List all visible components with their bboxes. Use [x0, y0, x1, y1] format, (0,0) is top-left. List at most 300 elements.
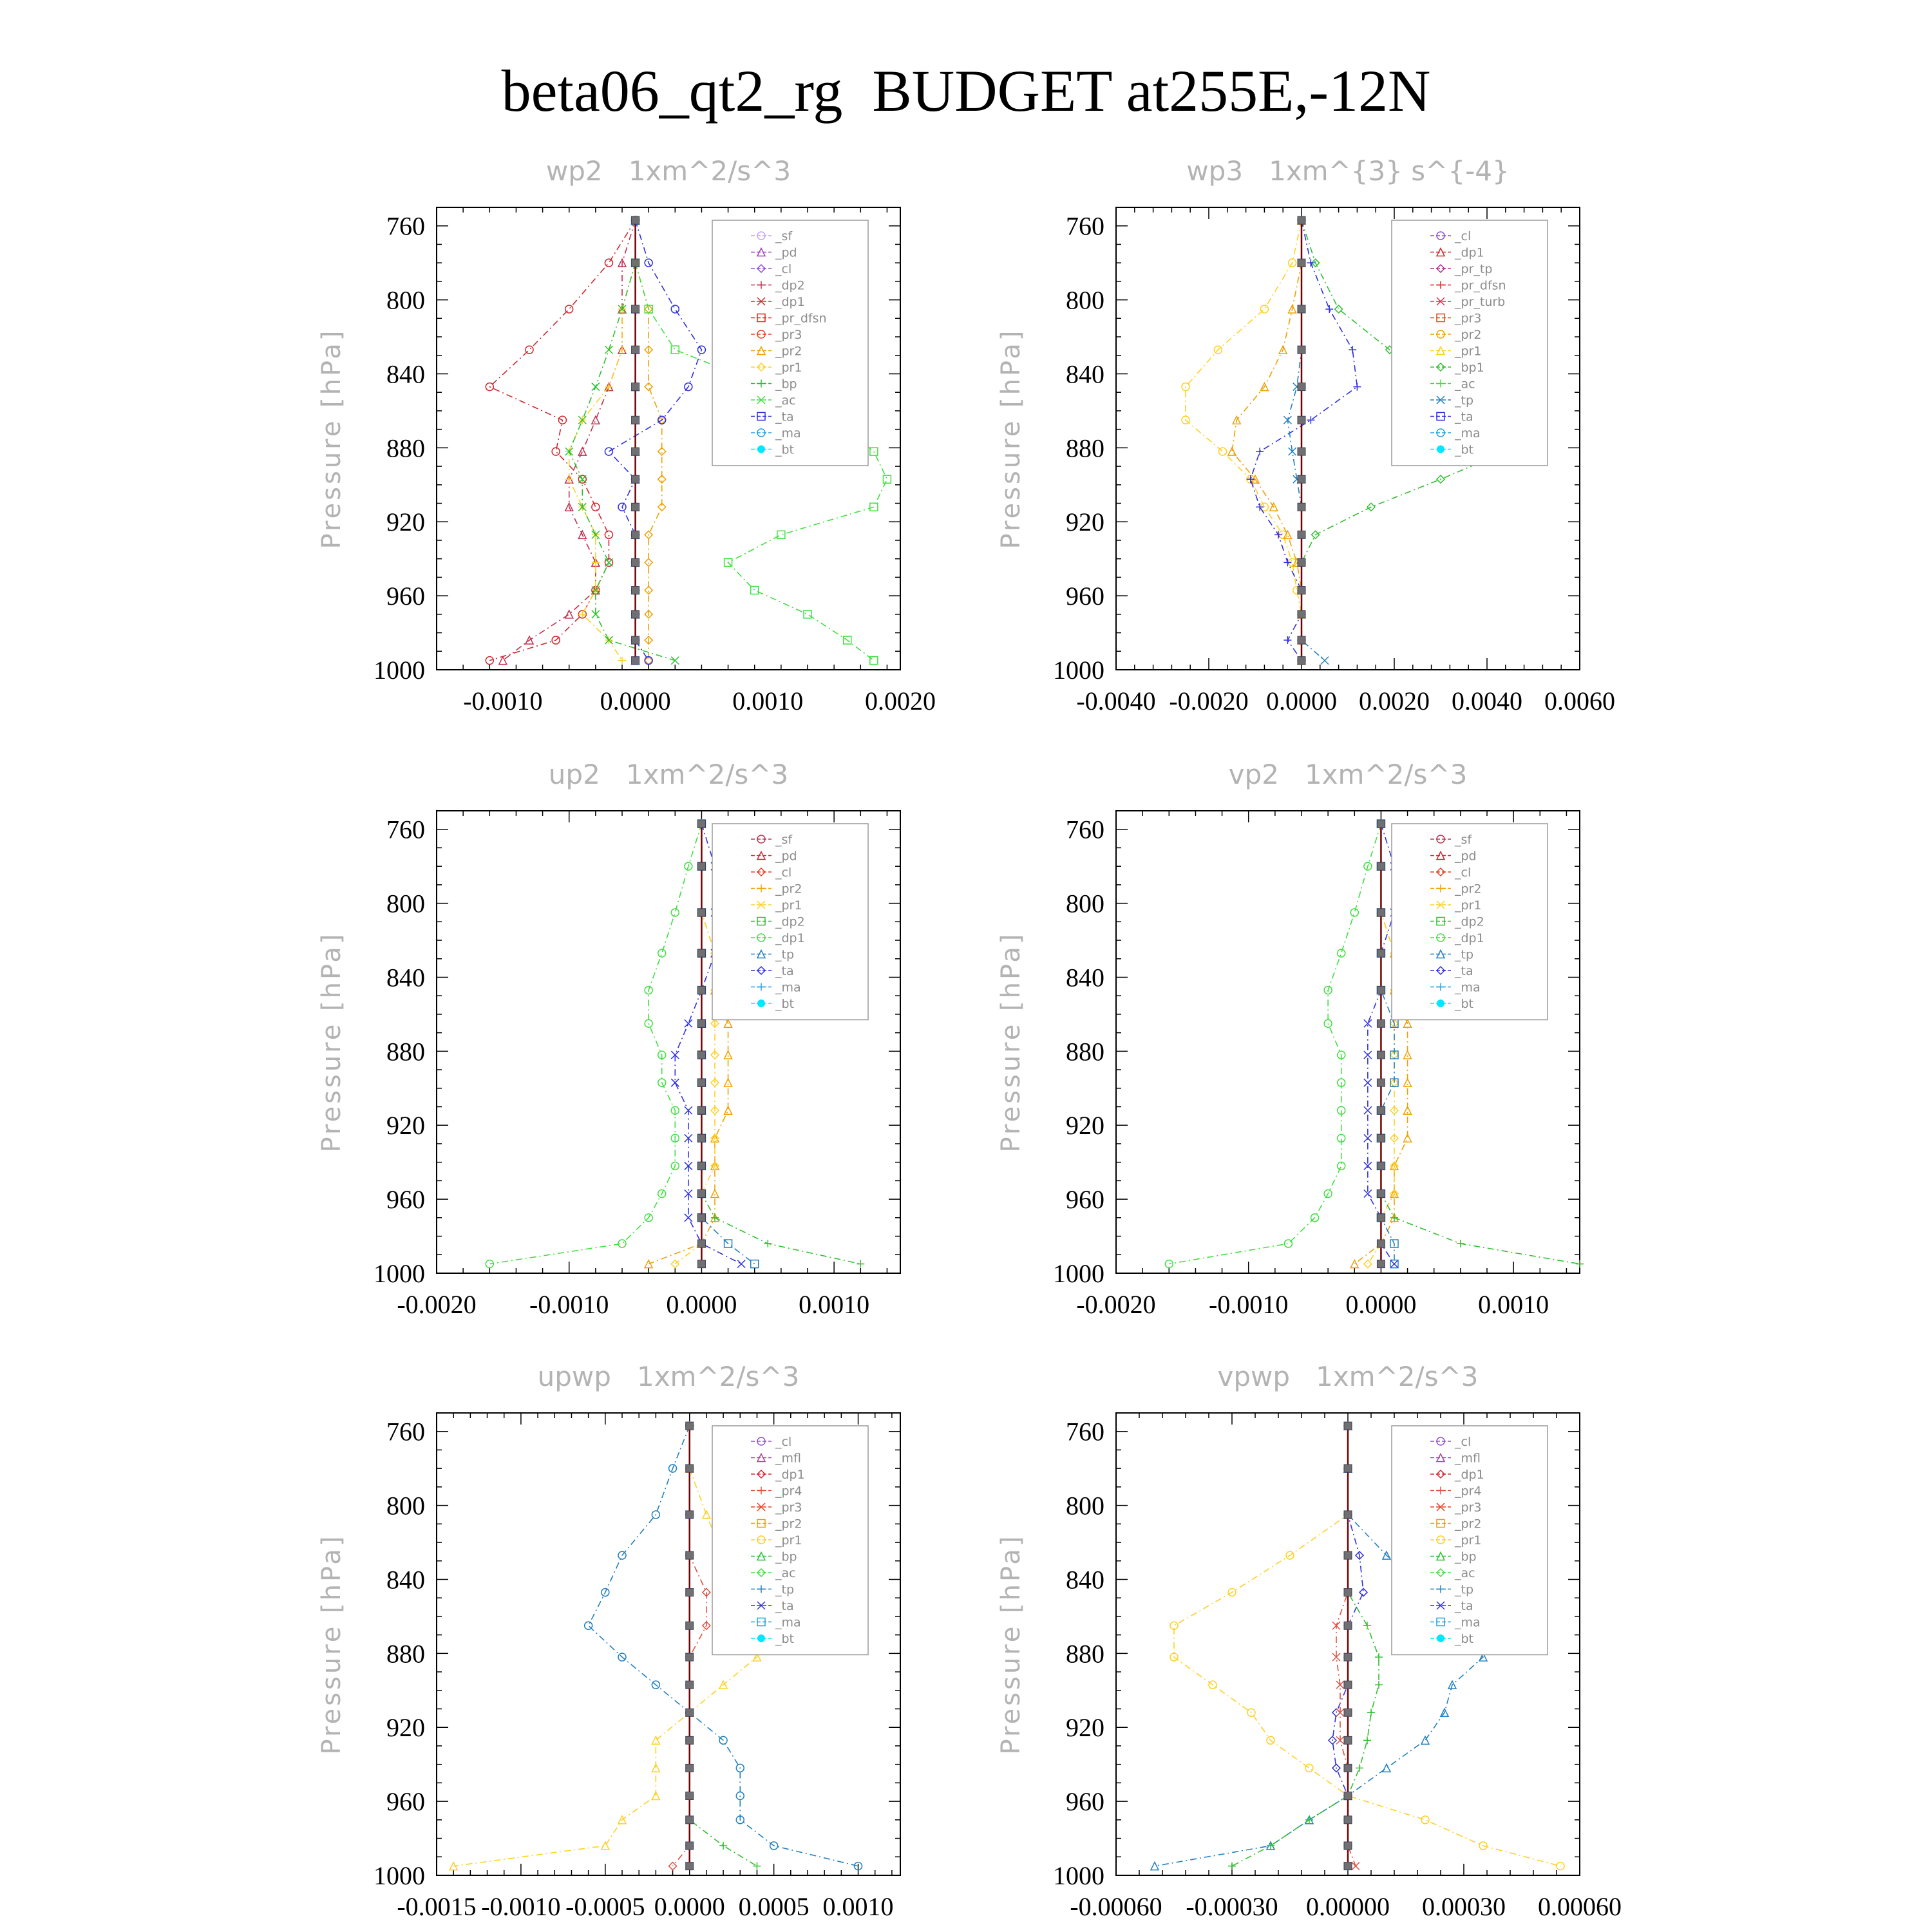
data-point	[1298, 259, 1305, 267]
y-tick-label: 760	[1066, 815, 1104, 844]
legend-marker	[1437, 999, 1444, 1007]
legend-label: _pr_dfsn	[1455, 278, 1506, 293]
legend-label: _ma	[1455, 1615, 1481, 1630]
x-tick-label: 0.0020	[1359, 687, 1430, 715]
legend-label: _ma	[1455, 980, 1481, 995]
data-point	[703, 1511, 710, 1519]
data-point	[1367, 1709, 1375, 1716]
x-tick-label: 0.0000	[666, 1290, 737, 1319]
data-point	[1344, 1422, 1352, 1430]
x-tick-label: -0.00030	[1186, 1892, 1278, 1921]
data-point	[697, 949, 705, 957]
y-tick-label: 920	[386, 1713, 425, 1743]
legend-label: _tp	[1455, 393, 1474, 408]
data-point	[1576, 1260, 1584, 1268]
series-ac	[1165, 820, 1385, 1268]
legend-label: _dp1	[775, 931, 805, 945]
data-point	[1375, 1653, 1383, 1661]
data-point	[1298, 636, 1305, 644]
legend-label: _bp1	[1455, 361, 1484, 375]
legend-label: _mfl	[1455, 1451, 1481, 1466]
legend-label: _pr2	[1455, 882, 1482, 896]
x-tick-label: 0.0000	[1266, 687, 1337, 715]
data-point	[1363, 1736, 1371, 1744]
legend-label: _pr2	[775, 882, 802, 896]
data-point	[1377, 949, 1385, 957]
data-point	[857, 1260, 864, 1268]
legend-label: _pr4	[1455, 1484, 1482, 1499]
series-bp	[1228, 1422, 1383, 1870]
data-point	[777, 531, 785, 538]
data-point	[697, 1019, 705, 1027]
data-point	[1344, 1709, 1352, 1716]
legend-label: _ac	[1455, 377, 1475, 392]
legend-label: _dp1	[775, 295, 805, 309]
legend-label: _bt	[1455, 997, 1474, 1011]
legend-label: _cl	[1455, 866, 1472, 880]
series-pr1	[1182, 216, 1305, 665]
y-tick-label: 880	[386, 433, 425, 463]
panel-title: wp2 1xm^2/s^3	[545, 155, 791, 187]
panel-1	[317, 155, 936, 715]
series-pr1	[565, 216, 639, 665]
legend-label: _pr1	[775, 1533, 802, 1548]
data-point	[592, 383, 600, 391]
series-line	[489, 220, 635, 661]
data-point	[753, 1862, 761, 1870]
data-point	[751, 587, 759, 594]
series-bt	[1377, 820, 1385, 1268]
data-point	[1305, 1764, 1313, 1772]
legend-label: _ma	[775, 426, 801, 440]
data-point	[632, 636, 639, 644]
series-line	[1169, 824, 1381, 1264]
data-point	[697, 909, 705, 916]
data-point	[1305, 1816, 1313, 1824]
y-tick-label: 1000	[374, 656, 425, 685]
y-tick-label: 920	[1066, 1713, 1104, 1743]
series-line	[489, 824, 701, 1264]
data-point	[711, 1214, 719, 1222]
series-line	[675, 824, 715, 1264]
x-tick-label: 0.00060	[1538, 1892, 1622, 1921]
y-tick-label: 880	[386, 1639, 425, 1669]
legend-label: _ma	[775, 980, 801, 995]
data-point	[552, 448, 560, 455]
legend-label: _tp	[1455, 1582, 1474, 1597]
legend-label: _tp	[775, 1582, 795, 1597]
data-point	[1344, 1511, 1352, 1519]
data-point	[1344, 1764, 1352, 1772]
data-point	[632, 611, 639, 618]
data-point	[592, 503, 600, 511]
data-point	[1283, 558, 1291, 566]
data-point	[632, 305, 639, 313]
data-point	[697, 987, 705, 994]
series-bt	[697, 820, 705, 1268]
legend-label: _ta	[775, 964, 794, 978]
panel-title: vp2 1xm^2/s^3	[1228, 759, 1468, 790]
data-point	[1298, 657, 1305, 665]
panel-title: up2 1xm^2/s^3	[548, 759, 789, 790]
data-point	[1298, 611, 1305, 618]
data-point	[1344, 1653, 1352, 1661]
data-point	[686, 1709, 694, 1716]
data-point	[686, 1681, 694, 1689]
legend-label: _bt	[1455, 442, 1474, 457]
x-tick-label: -0.0010	[481, 1892, 561, 1921]
data-point	[1344, 1842, 1352, 1850]
data-point	[1344, 1681, 1352, 1689]
legend-label: _mfl	[775, 1451, 801, 1466]
data-point	[1377, 1260, 1385, 1268]
data-point	[1344, 1862, 1352, 1870]
y-tick-label: 800	[386, 889, 425, 918]
legend-label: _dp1	[775, 1468, 805, 1482]
panel-4	[996, 759, 1584, 1319]
data-point	[605, 448, 612, 455]
x-tick-label: 0.0005	[738, 1892, 810, 1921]
data-point	[1377, 862, 1385, 870]
panel-2	[996, 155, 1615, 715]
legend-label: _ta	[775, 1599, 794, 1613]
data-point	[1457, 1240, 1464, 1247]
x-tick-label: 0.0010	[799, 1290, 870, 1319]
x-tick-label: 0.00000	[1306, 1892, 1390, 1921]
y-axis-label: Pressure [hPa]	[996, 328, 1026, 549]
legend-label: _pd	[1455, 849, 1477, 864]
data-point	[1298, 587, 1305, 594]
data-point	[697, 1260, 705, 1268]
data-point	[632, 558, 639, 566]
data-point	[1344, 1622, 1352, 1629]
x-tick-label: -0.0040	[1076, 687, 1156, 715]
data-point	[1344, 1792, 1352, 1800]
data-point	[1377, 1214, 1385, 1222]
y-tick-label: 880	[1066, 433, 1104, 463]
data-point	[592, 558, 600, 566]
data-point	[1377, 1106, 1385, 1114]
legend-label: _cl	[1455, 229, 1472, 243]
y-tick-label: 920	[1066, 1111, 1104, 1141]
legend-label: _pr2	[1455, 1517, 1482, 1531]
data-point	[1321, 657, 1329, 665]
y-tick-label: 1000	[374, 1259, 425, 1288]
legend-label: _ta	[1455, 964, 1473, 978]
data-point	[1267, 1842, 1274, 1850]
data-point	[565, 611, 573, 618]
y-tick-label: 760	[1066, 1417, 1104, 1446]
legend-label: _pr3	[1455, 1501, 1482, 1515]
legend-label: _ta	[1455, 1599, 1473, 1613]
data-point	[685, 1019, 692, 1027]
y-tick-label: 920	[1066, 507, 1104, 537]
data-point	[632, 587, 639, 594]
data-point	[1298, 416, 1305, 424]
data-point	[632, 416, 639, 424]
data-point	[685, 1214, 692, 1222]
data-point	[671, 346, 679, 354]
data-point	[1349, 346, 1356, 354]
legend-marker	[757, 999, 765, 1007]
data-point	[697, 1106, 705, 1114]
legend-label: _pr_dfsn	[775, 311, 827, 326]
data-point	[1344, 1736, 1352, 1744]
data-point	[1344, 1816, 1352, 1824]
legend-label: _pr1	[1455, 344, 1482, 359]
data-point	[686, 1622, 694, 1629]
data-point	[686, 1653, 694, 1661]
data-point	[1377, 1162, 1385, 1170]
legend-label: _bp	[1455, 1549, 1477, 1564]
data-point	[1404, 1051, 1412, 1059]
panel-title: wp3 1xm^{3} s^{-4}	[1186, 155, 1510, 187]
data-point	[711, 1190, 719, 1198]
y-tick-label: 760	[386, 1417, 425, 1446]
data-point	[883, 475, 891, 483]
legend-label: _bt	[775, 442, 795, 457]
series-line	[1186, 220, 1302, 661]
data-point	[1421, 1816, 1429, 1824]
series-line	[1287, 220, 1325, 661]
legend-label: _sf	[775, 833, 793, 847]
data-point	[697, 862, 705, 870]
x-tick-label: -0.00060	[1070, 1892, 1162, 1921]
data-point	[686, 1511, 694, 1519]
legend-label: _dp1	[1455, 245, 1484, 260]
data-point	[686, 1816, 694, 1824]
legend-label: _pr1	[1455, 898, 1482, 913]
data-point	[1298, 475, 1305, 483]
legend-label: _pr4	[775, 1484, 802, 1499]
series-line	[569, 220, 676, 661]
x-tick-label: -0.0005	[565, 1892, 645, 1921]
legend-label: _ac	[1455, 1566, 1475, 1580]
y-tick-label: 840	[1066, 359, 1104, 389]
data-point	[686, 1792, 694, 1800]
series-dp2	[499, 216, 639, 665]
legend-label: _dp2	[775, 278, 805, 293]
data-point	[764, 1240, 772, 1247]
data-point	[1377, 1190, 1385, 1198]
data-point	[1364, 1051, 1372, 1059]
data-point	[686, 1764, 694, 1772]
data-point	[1344, 1464, 1352, 1472]
data-point	[686, 1551, 694, 1559]
data-point	[737, 1260, 745, 1268]
y-tick-label: 800	[386, 285, 425, 315]
data-point	[618, 657, 626, 665]
legend-label: _pr2	[775, 344, 802, 359]
data-point	[1338, 949, 1345, 957]
data-point	[632, 531, 639, 538]
x-tick-label: -0.0015	[397, 1892, 477, 1921]
data-point	[1298, 305, 1305, 313]
data-point	[632, 475, 639, 483]
data-point	[632, 503, 639, 511]
data-point	[565, 475, 573, 483]
figure-title: beta06_qt2_rg BUDGET at255E,-12N	[501, 58, 1431, 124]
x-tick-label: -0.0020	[1076, 1290, 1156, 1319]
y-tick-label: 800	[1066, 285, 1104, 315]
legend-label: _tp	[775, 947, 795, 962]
data-point	[1377, 909, 1385, 916]
data-point	[751, 1260, 759, 1268]
x-tick-label: 0.0000	[1345, 1290, 1417, 1319]
y-tick-label: 920	[386, 1111, 425, 1141]
legend-label: _pr2	[775, 1517, 802, 1531]
x-tick-label: 0.0010	[822, 1892, 894, 1921]
data-point	[1298, 558, 1305, 566]
legend-label: _pd	[775, 245, 797, 260]
series-bt	[1344, 1422, 1352, 1870]
data-point	[671, 909, 679, 916]
y-tick-label: 920	[386, 507, 425, 537]
panel-6	[996, 1361, 1622, 1921]
y-tick-label: 960	[1066, 1787, 1104, 1817]
data-point	[1352, 1862, 1359, 1870]
y-tick-label: 880	[1066, 1639, 1104, 1669]
legend-label: _dp2	[1455, 914, 1484, 929]
data-point	[632, 657, 639, 665]
x-tick-label: 0.0040	[1452, 687, 1522, 715]
y-tick-label: 880	[386, 1037, 425, 1066]
y-tick-label: 760	[1066, 211, 1104, 241]
legend-label: _sf	[1455, 833, 1472, 847]
data-point	[578, 475, 586, 483]
data-point	[1344, 1589, 1352, 1596]
data-point	[1353, 383, 1361, 391]
legend-label: _bp	[775, 377, 797, 392]
data-point	[632, 259, 639, 267]
data-point	[697, 1051, 705, 1059]
data-point	[1283, 531, 1291, 538]
series-ta	[605, 216, 705, 665]
data-point	[632, 383, 639, 391]
legend-label: _bt	[1455, 1632, 1474, 1646]
y-tick-label: 1000	[1053, 1861, 1104, 1890]
data-point	[1307, 259, 1314, 267]
series-line	[1232, 220, 1302, 661]
data-point	[1383, 1764, 1390, 1772]
legend-label: _ac	[775, 1566, 796, 1580]
data-point	[1344, 1551, 1352, 1559]
x-tick-label: 0.0010	[732, 687, 804, 715]
legend-label: _pr1	[1455, 1533, 1482, 1548]
data-point	[1298, 448, 1305, 455]
series-bt	[686, 1422, 694, 1870]
data-point	[658, 949, 666, 957]
data-point	[605, 259, 612, 267]
x-tick-label: -0.0010	[1209, 1290, 1289, 1319]
series-ta	[1247, 216, 1361, 665]
y-tick-label: 960	[386, 582, 425, 611]
y-tick-label: 760	[386, 211, 425, 241]
y-tick-label: 960	[386, 1787, 425, 1817]
y-tick-label: 800	[386, 1491, 425, 1520]
x-tick-label: 0.00030	[1422, 1892, 1506, 1921]
data-point	[686, 1422, 694, 1430]
y-tick-label: 760	[386, 815, 425, 844]
data-point	[526, 346, 533, 354]
x-tick-label: 0.0000	[654, 1892, 725, 1921]
legend-label: _cl	[775, 262, 792, 276]
data-point	[697, 1134, 705, 1142]
y-tick-label: 800	[1066, 889, 1104, 918]
data-point	[1283, 636, 1291, 644]
y-axis-label: Pressure [hPa]	[317, 1533, 346, 1755]
data-point	[1377, 1019, 1385, 1027]
data-point	[724, 1051, 732, 1059]
legend-label: _ac	[775, 393, 796, 408]
legend-label: _dp2	[775, 914, 805, 929]
data-point	[1325, 305, 1333, 313]
data-point	[565, 305, 573, 313]
y-tick-label: 960	[386, 1185, 425, 1215]
legend-label: _bt	[775, 997, 795, 1011]
legend-label: _dp1	[1455, 1468, 1484, 1482]
series-line	[503, 220, 636, 661]
data-point	[605, 531, 612, 538]
data-point	[1377, 987, 1385, 994]
legend-marker	[757, 446, 765, 453]
y-axis-label: Pressure [hPa]	[996, 931, 1026, 1153]
data-point	[1364, 1134, 1372, 1142]
data-point	[1228, 1862, 1236, 1870]
legend-label: _pr1	[775, 898, 802, 913]
y-tick-label: 1000	[1053, 1259, 1104, 1288]
series-pr1	[671, 820, 719, 1268]
legend-label: _ma	[1455, 426, 1481, 440]
data-point	[1421, 1736, 1429, 1744]
legend-label: _pr_turb	[1455, 295, 1506, 309]
legend-label: _sf	[775, 229, 793, 243]
data-point	[632, 216, 639, 224]
legend-label: _bt	[775, 1632, 795, 1646]
series-bt	[632, 216, 639, 665]
data-point	[1260, 305, 1268, 313]
legend-label: _tp	[1455, 947, 1474, 962]
x-tick-label: 0.0000	[600, 687, 671, 715]
series-line	[569, 220, 636, 661]
data-point	[578, 448, 586, 455]
y-tick-label: 840	[1066, 963, 1104, 992]
series-line	[609, 220, 701, 661]
y-tick-label: 960	[1066, 1185, 1104, 1215]
x-tick-label: -0.0020	[397, 1290, 477, 1319]
y-axis-label: Pressure [hPa]	[317, 328, 346, 549]
series-bp	[565, 216, 679, 665]
y-axis-label: Pressure [hPa]	[317, 931, 346, 1153]
data-point	[697, 1240, 705, 1247]
data-point	[592, 416, 600, 424]
data-point	[1363, 1622, 1371, 1629]
data-point	[632, 346, 639, 354]
x-tick-label: 0.0010	[1478, 1290, 1549, 1319]
panel-5	[317, 1361, 900, 1921]
data-point	[1377, 1134, 1385, 1142]
legend-label: _pr2	[1455, 328, 1482, 342]
data-point	[697, 1079, 705, 1086]
y-tick-label: 840	[386, 1565, 425, 1595]
data-point	[1377, 820, 1385, 828]
legend-label: _pr3	[775, 328, 802, 342]
data-point	[1377, 1051, 1385, 1059]
y-tick-label: 840	[386, 359, 425, 389]
x-tick-label: -0.0020	[1169, 687, 1249, 715]
legend-label: _ta	[1455, 410, 1473, 424]
y-tick-label: 1000	[374, 1861, 425, 1890]
